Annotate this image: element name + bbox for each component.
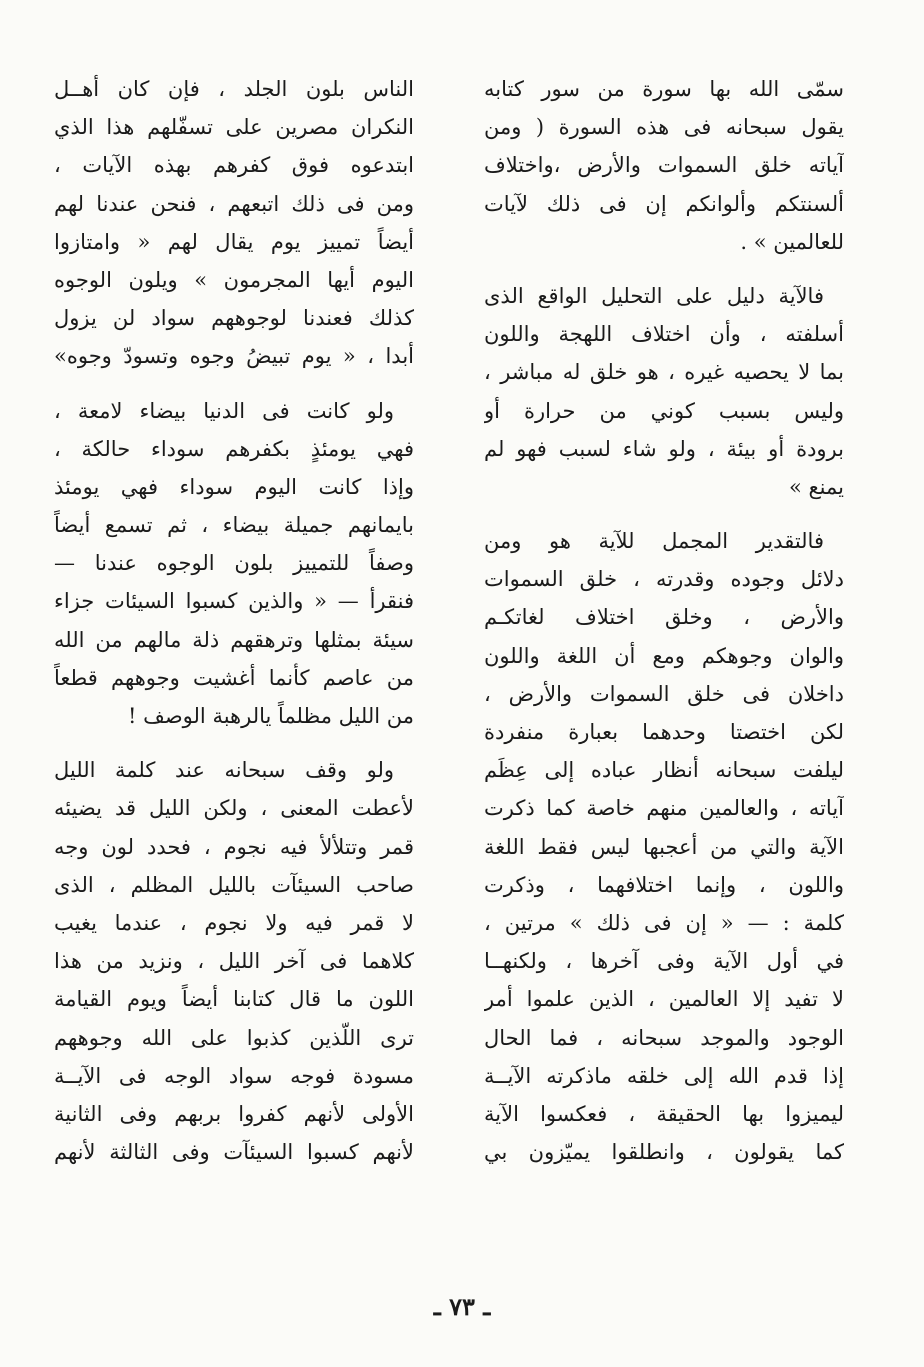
text-line: لكن اختصتا وحدهما بعبارة منفردة [484, 720, 844, 744]
paragraph [484, 277, 844, 506]
text-line: فالتقدير المجمل للآية هو ومن [484, 529, 824, 554]
page-number: ـ ٧٣ ـ [433, 1292, 491, 1321]
left-text-column [54, 70, 414, 1187]
text-line: ولو كانت فى الدنيا بيضاء لامعة ، [54, 398, 394, 423]
text-line: ليلفت سبحانه أنظار عباده إلى عِظَم [484, 758, 844, 783]
text-line: للعالمين » . [740, 229, 844, 254]
text-line: آياته ، والعالمين منهم خاصة كما ذكرت [484, 796, 844, 821]
text-line: داخلان فى خلق السموات والأرض ، [484, 681, 844, 706]
text-line: يقول سبحانه فى هذه السورة ( ومن [484, 115, 844, 140]
text-line: ومن فى ذلك اتبعهم ، فنحن عندنا لهم [54, 191, 414, 216]
text-line: يمنع » [788, 474, 844, 499]
text-line: صاحب السيئآت بالليل المظلم ، الذى [54, 872, 414, 897]
text-line: قمر وتتلألأ فيه نجوم ، فحدد لون وجه [54, 834, 414, 859]
text-line: بما لا يحصيه غيره ، هو خلق له مباشر ، [484, 360, 844, 385]
text-line: إذا قدم الله إلى خلقه ماذكرته الآيــة [484, 1063, 844, 1088]
paragraph [484, 70, 844, 261]
text-line: لا تفيد إلا العالمين ، الذين علموا أمر [484, 987, 844, 1012]
text-line: اللون ما قال كتابنا أيضاً ويوم القيامة [54, 987, 414, 1012]
text-line: فالآية دليل على التحليل الواقع الذى [484, 283, 824, 308]
text-line: وصفاً للتمييز بلون الوجوه عندنا — [54, 551, 414, 576]
text-line: كلاهما فى آخر الليل ، ونزيد من هذا [54, 949, 414, 974]
text-line: ولو وقف سبحانه عند كلمة الليل [54, 758, 394, 783]
text-line: والوان وجوهكم ومع أن اللغة واللون [484, 643, 844, 668]
text-line: كلمة : — « إن فى ذلك » مرتين ، [484, 910, 844, 935]
right-text-column [484, 70, 844, 1187]
text-line: من الليل مظلماً يالرهبة الوصف ! [128, 704, 414, 728]
text-line: وإذا كانت اليوم سوداء فهي يومئذ [54, 474, 414, 499]
text-line: الأولى لأنهم كفروا بربهم وفى الثانية [54, 1101, 414, 1126]
text-line: الناس بلون الجلد ، فإن كان أهــل [54, 77, 414, 101]
text-line: النكران مصرين على تسفّلهم هذا الذي [54, 115, 414, 140]
text-line: برودة أو بيئة ، ولو شاء لسبب فهو لم [484, 436, 844, 461]
text-line: والأرض ، وخلق اختلاف لغاتكـم [484, 605, 844, 630]
text-line: ليميزوا بها الحقيقة ، فعكسوا الآية [484, 1101, 844, 1126]
text-line: وليس بسبب كوني من حرارة أو [484, 398, 844, 423]
text-line: الوجود والموجد سبحانه ، فما الحال [484, 1025, 844, 1050]
text-line: كما يقولون ، وانطلقوا يميّزون بي [484, 1140, 844, 1165]
text-line: فنقرأ — « والذين كسبوا السيئات جزاء [54, 589, 414, 614]
text-line: أبدا ، « يوم تبيضُ وجوه وتسودّ وجوه» [54, 344, 414, 369]
text-line: سيئة بمثلها وترهقهم ذلة مالهم من الله [54, 627, 414, 652]
text-line: لا قمر فيه ولا نجوم ، عندما يغيب [54, 910, 414, 935]
text-line: في أول الآية وفى آخرها ، ولكنهــا [484, 949, 844, 974]
text-line: أيضاً تمييز يوم يقال لهم « وامتازوا [54, 229, 414, 254]
paragraph [54, 751, 414, 1171]
paragraph [54, 392, 414, 736]
text-line: ابتدعوه فوق كفرهم بهذه الآيات ، [54, 153, 414, 178]
text-line: سمّى الله بها سورة من سور كتابه [484, 77, 844, 101]
text-line: كذلك فعندنا لوجوههم سواد لن يزول [54, 306, 414, 331]
text-line: لأنهم كسبوا السيئآت وفى الثالثة لأنهم [54, 1140, 414, 1165]
text-line: واللون ، وإنما اختلافهما ، وذكرت [484, 872, 844, 897]
text-line: ألسنتكم وألوانكم إن فى ذلك لآيات [484, 191, 844, 216]
text-line: آياته خلق السموات والأرض ،واختلاف [484, 153, 844, 178]
text-line: بايمانهم جميلة بيضاء ، ثم تسمع أيضاً [54, 513, 414, 538]
paragraph [54, 70, 414, 376]
paragraph [484, 522, 844, 1171]
text-line: الآية والتي من أعجبها ليس فقط اللغة [484, 834, 844, 859]
text-line: دلائل وجوده وقدرته ، خلق السموات [484, 567, 844, 592]
text-line: فهي يومئذٍ بكفرهم سوداء حالكة ، [54, 436, 414, 461]
text-line: لأعطت المعنى ، ولكن الليل قد يضيئه [54, 796, 414, 821]
text-line: من عاصم كأنما أغشيت وجوههم قطعاً [54, 665, 414, 690]
text-line: مسودة فوجه سواد الوجه فى الآيــة [54, 1063, 414, 1088]
text-line: أسلفته ، وأن اختلاف اللهجة واللون [484, 322, 844, 347]
text-line: ترى اللّذين كذبوا على الله وجوههم [54, 1025, 414, 1050]
text-line: اليوم أيها المجرمون » ويلون الوجوه [54, 267, 414, 292]
